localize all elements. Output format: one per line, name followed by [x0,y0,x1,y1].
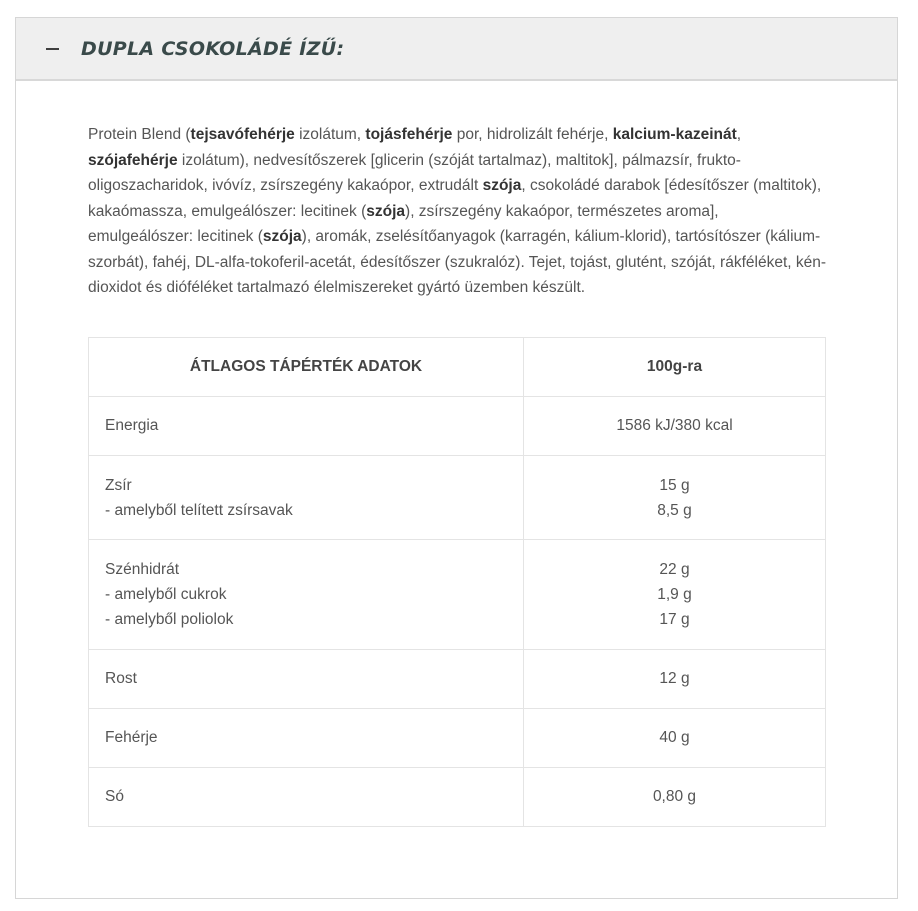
nutrient-label: Energia [105,417,159,434]
ingredient-allergen: szója [482,177,522,194]
table-row [89,768,826,827]
nutrient-value: 40 g [659,729,690,746]
nutrient-label: - amelyből telített zsírsavak [105,501,293,519]
accordion-panel [15,17,898,899]
ingredient-allergen: szója [366,202,406,220]
ingredient-text: , [736,126,742,143]
nutrient-label: Só [105,788,124,805]
nutrient-value-cell [524,456,826,540]
ingredient-text: ), zsírszegény kakaópor, természetes aroma], emulgeálószer: lecitinek ( [88,202,719,245]
ingredient-text: izolátum, [294,126,366,143]
table-row [89,709,826,768]
ingredient-allergen: szója [262,228,302,245]
nutrient-value: 12 g [659,670,690,687]
nutrient-value: 17 g [659,611,690,628]
ingredient-text: Protein Blend ( [88,126,191,143]
ingredient-allergen: tojásfehérje [365,126,453,143]
nutrient-label-cell [89,456,524,540]
nutrient-label: - amelyből cukrok [105,586,227,603]
nutrition-table [88,337,826,827]
nutrient-value: 1,9 g [657,586,692,603]
nutrient-value-cell [524,709,826,768]
ingredient-allergen: tejsavófehérje [190,126,295,143]
nutrient-value-cell [524,768,826,827]
nutrient-label: Rost [105,670,137,687]
table-row [89,456,826,540]
table-row [89,397,826,456]
nutrient-label: - amelyből poliolok [105,611,234,628]
nutrient-value: 0,80 g [652,788,697,805]
section-title: DUPLA CSOKOLÁDÉ ÍZŰ: [81,37,345,60]
nutrient-value-cell [524,540,826,650]
nutrient-value-cell [524,397,826,456]
nutrient-value: 15 g [659,476,690,494]
table-row [89,650,826,709]
nutrient-label: Fehérje [105,729,158,746]
ingredient-text: ), aromák, zselésítőanyagok (karragén, kálium-klorid), tartósítószer (kálium-szorbát), fahéj, DL-alfa-tokoferil-acetát, édesítőszer (szukralóz). Tejet, tojást, glutént, szóját, rákféléket, kén-dioxidot és dióféléket tartalmazó élelmiszereket gyártó üzemben készült. [88,228,827,296]
nutrient-value: 22 g [659,561,690,578]
nutrient-value: 1586 kJ/380 kcal [616,417,733,434]
nutrient-value: 8,5 g [657,501,692,519]
ingredient-text: , csokoládé darabok [édesítőszer (maltitok), kakaómassza, emulgeálószer: lecitinek ( [88,177,822,220]
header-per-100g: 100g-ra [524,338,826,397]
minus-icon[interactable] [46,48,59,50]
header-nutrient: ÁTLAGOS TÁPÉRTÉK ADATOK [89,338,524,397]
nutrient-label-cell [89,768,524,827]
ingredient-text: por, hidrolizált fehérje, [452,126,613,143]
nutrient-label: Zsír [105,476,132,494]
nutrient-label: Szénhidrát [105,561,180,578]
nutrient-label-cell [89,540,524,650]
ingredient-allergen: szójafehérje [88,151,178,169]
ingredient-text: izolátum), nedvesítőszerek [glicerin (szóját tartalmaz), maltitok], pálmazsír, frukto-oligoszacharidok, ivóvíz, zsírszegény kakaópor, extrudált [88,151,741,194]
accordion-header[interactable] [16,18,897,81]
ingredients-text [88,122,828,301]
ingredient-allergen: kalcium-kazeinát [612,126,737,143]
nutrient-label-cell [89,650,524,709]
nutrient-label-cell [89,397,524,456]
nutrient-label-cell [89,709,524,768]
nutrient-value-cell [524,650,826,709]
table-header-row [89,338,826,397]
table-row [89,540,826,650]
